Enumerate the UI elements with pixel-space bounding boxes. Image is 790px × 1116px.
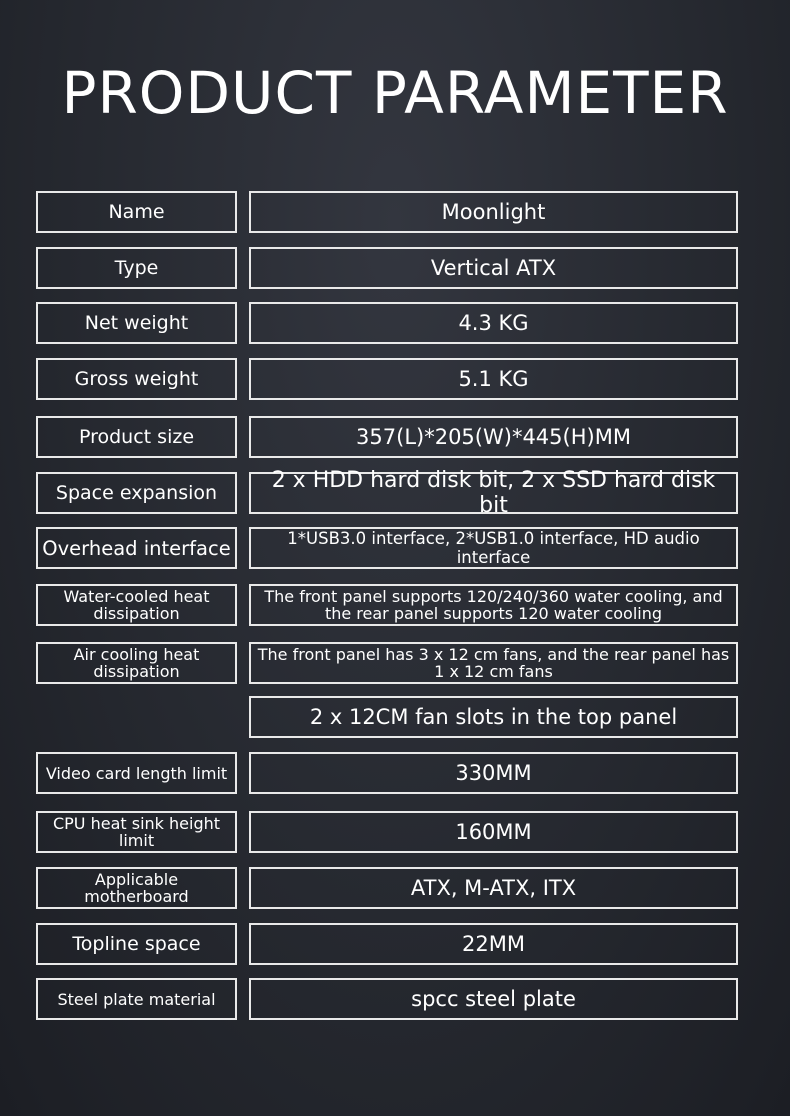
- label-type: Type: [36, 247, 237, 289]
- value-space-expansion: 2 x HDD hard disk bit, 2 x SSD hard disk bit: [249, 472, 738, 514]
- label-cpu-heat-sink: CPU heat sink height limit: [36, 811, 237, 853]
- label-space-expansion: Space expansion: [36, 472, 237, 514]
- value-steel-plate: spcc steel plate: [249, 978, 738, 1020]
- label-air-cooling: Air cooling heat dissipation: [36, 642, 237, 684]
- value-video-card-length: 330MM: [249, 752, 738, 794]
- value-overhead-interface: 1*USB3.0 interface, 2*USB1.0 interface, HD audio interface: [249, 527, 738, 569]
- label-water-cooled: Water-cooled heat dissipation: [36, 584, 237, 626]
- value-net-weight: 4.3 KG: [249, 302, 738, 344]
- label-net-weight: Net weight: [36, 302, 237, 344]
- value-product-size: 357(L)*205(W)*445(H)MM: [249, 416, 738, 458]
- page-title: PRODUCT PARAMETER: [61, 59, 729, 127]
- label-overhead-interface: Overhead interface: [36, 527, 237, 569]
- value-name: Moonlight: [249, 191, 738, 233]
- value-top-fan-slots: 2 x 12CM fan slots in the top panel: [249, 696, 738, 738]
- value-type: Vertical ATX: [249, 247, 738, 289]
- label-product-size: Product size: [36, 416, 237, 458]
- label-video-card-length: Video card length limit: [36, 752, 237, 794]
- value-applicable-motherboard: ATX, M-ATX, ITX: [249, 867, 738, 909]
- value-air-cooling: The front panel has 3 x 12 cm fans, and the rear panel has 1 x 12 cm fans: [249, 642, 738, 684]
- value-gross-weight: 5.1 KG: [249, 358, 738, 400]
- label-name: Name: [36, 191, 237, 233]
- label-topline-space: Topline space: [36, 923, 237, 965]
- value-water-cooled: The front panel supports 120/240/360 water cooling, and the rear panel supports 120 water cooling: [249, 584, 738, 626]
- label-steel-plate: Steel plate material: [36, 978, 237, 1020]
- value-cpu-heat-sink: 160MM: [249, 811, 738, 853]
- label-applicable-motherboard: Applicable motherboard: [36, 867, 237, 909]
- value-topline-space: 22MM: [249, 923, 738, 965]
- label-gross-weight: Gross weight: [36, 358, 237, 400]
